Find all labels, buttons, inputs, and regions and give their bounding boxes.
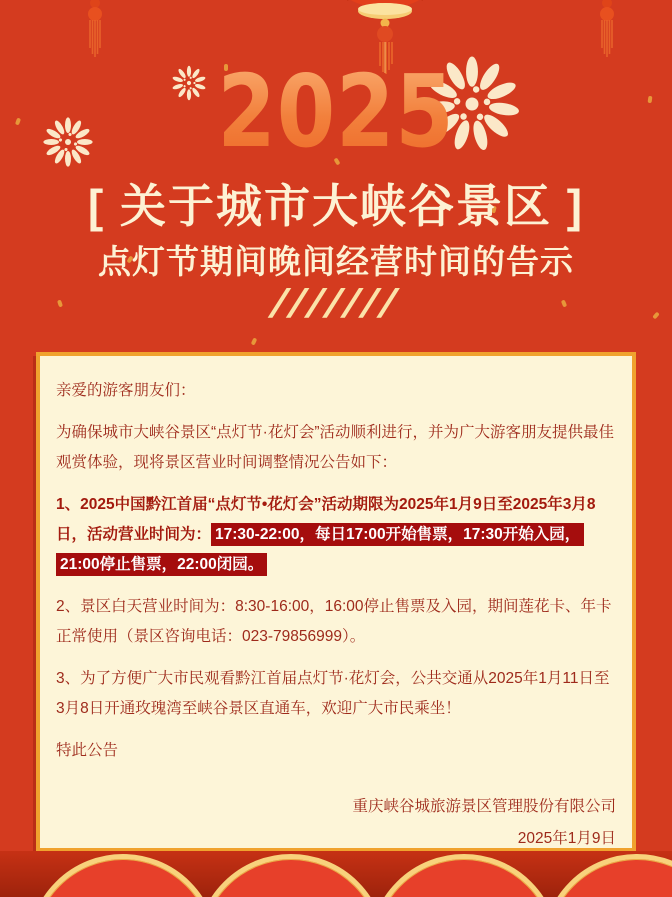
- signature-date: 2025年1月9日: [517, 830, 616, 847]
- scallop-lantern-icon: [369, 854, 559, 897]
- tassel-icon: [80, 0, 110, 62]
- bottom-lantern-band: [0, 851, 672, 897]
- salutation: 亲爱的游客朋友们：: [56, 382, 196, 399]
- intro-paragraph: 为确保城市大峡谷景区“点灯节·花灯会”活动顺利进行，并为广大游客朋友提供最佳观赏体验，现将景区营业时间调整情况公告如下：: [56, 424, 614, 471]
- closing-line: 特此公告: [56, 742, 119, 759]
- scallop-lantern-icon: [28, 854, 218, 897]
- poster-title: [ 关于城市大峡谷景区 ]: [87, 180, 585, 232]
- year-headline: 2025: [54, 60, 618, 164]
- confetti-speck-icon: [15, 118, 21, 126]
- item-1-lead: 1、2025中国黔江首届“点灯节•花灯会”活动期限为2025年1月9日至2025年3月8日，活动营业时间为：: [56, 496, 596, 543]
- scallop-lantern-icon: [196, 854, 386, 897]
- scallop-lantern-icon: [542, 854, 672, 897]
- confetti-speck-icon: [648, 96, 653, 103]
- notice-item-1: [56, 490, 616, 580]
- confetti-speck-icon: [251, 337, 258, 345]
- notice-card: [36, 352, 636, 852]
- tassel-icon: [592, 0, 622, 62]
- item-1-highlight: 17:30-22:00，每日17:00开始售票，17:30开始入园，21:00停止售票，22:00闭园。: [56, 523, 584, 576]
- signature-company: 重庆峡谷城旅游景区管理股份有限公司: [352, 798, 616, 815]
- poster-subtitle: 点灯节期间晚间经营时间的告示: [98, 243, 574, 280]
- slashes-divider: ///////: [267, 282, 405, 326]
- notice-item-3: 3、为了方便广大市民观看黔江首届点灯节·花灯会，公共交通从2025年1月11日至3月8日开通玫瑰湾至峡谷景区直通车，欢迎广大市民乘坐！: [56, 670, 610, 717]
- notice-item-2: 2、景区白天营业时间为：8:30-16:00，16:00停止售票及入园，期间莲花卡、年卡正常使用（景区咨询电话：023-79856999）。: [56, 598, 612, 645]
